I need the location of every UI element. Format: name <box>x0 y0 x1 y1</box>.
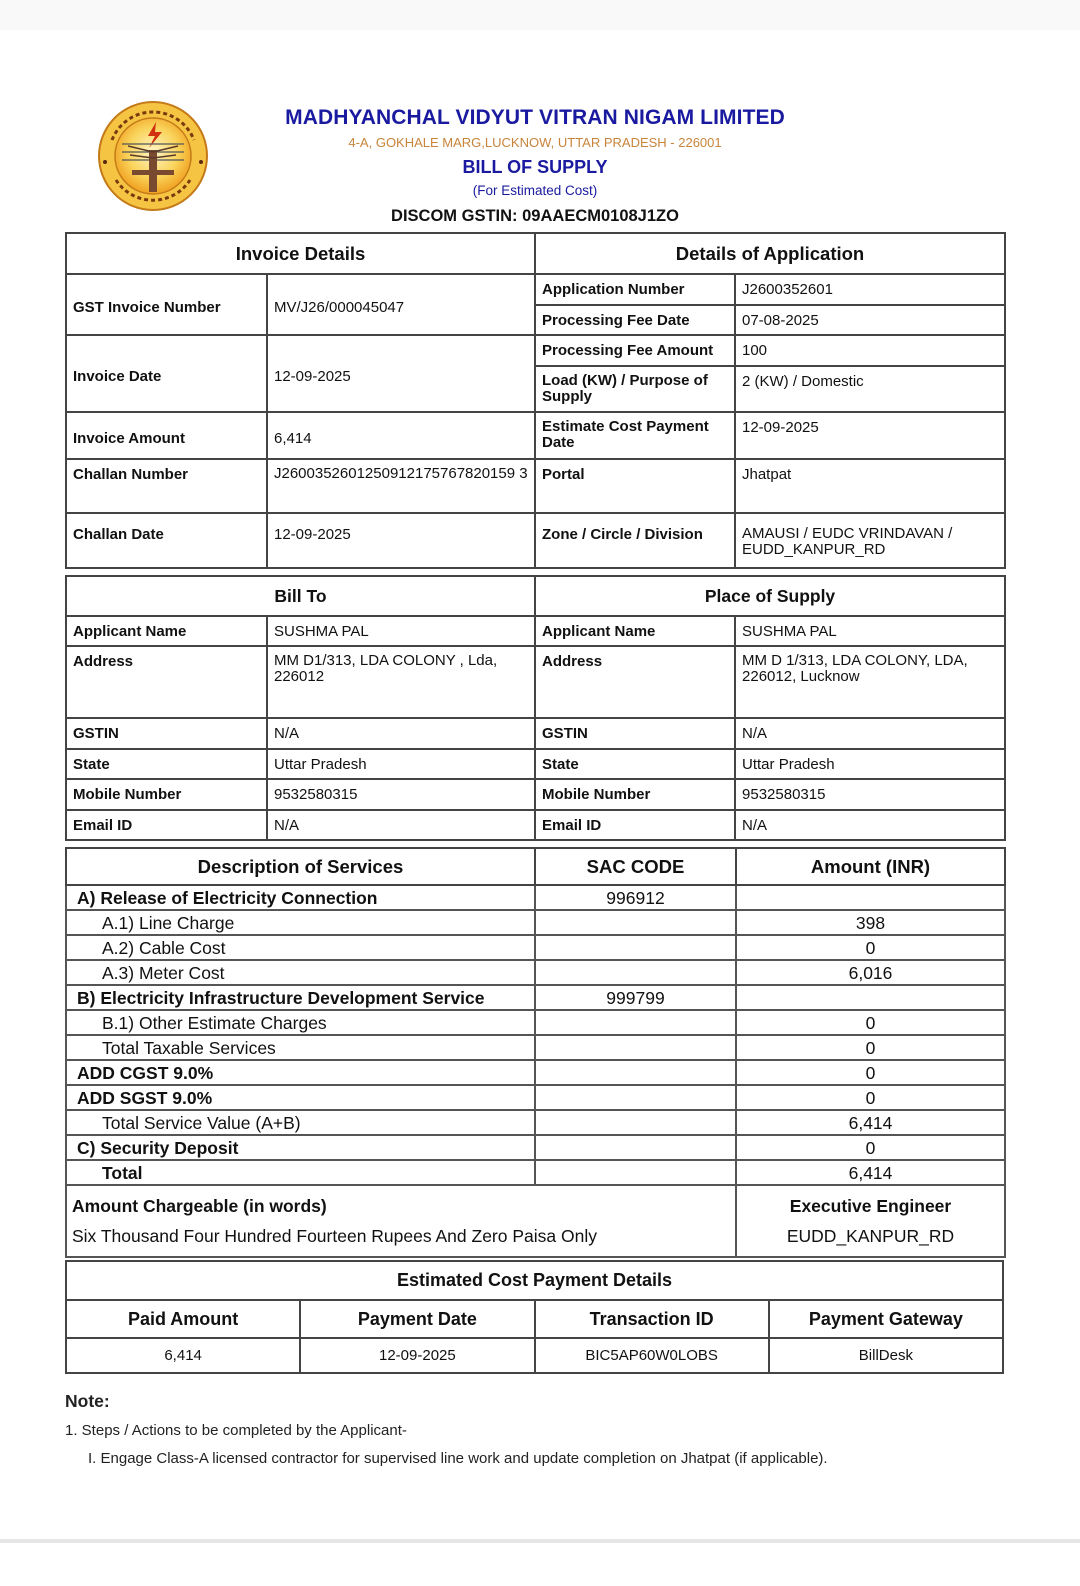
pos-gstin-label: GSTIN <box>535 718 735 749</box>
service-sac-code <box>535 910 736 935</box>
service-description: B) Electricity Infrastructure Development Service <box>66 985 535 1010</box>
service-sac-code <box>535 960 736 985</box>
service-amount: 6,414 <box>736 1160 1005 1185</box>
payment-details-heading: Estimated Cost Payment Details <box>66 1261 1003 1300</box>
service-row <box>66 885 1005 910</box>
place-of-supply-heading: Place of Supply <box>535 576 1005 616</box>
pos-email-value: N/A <box>735 810 1005 840</box>
service-row <box>66 1035 1005 1060</box>
zone-circle-division-value: AMAUSI / EUDC VRINDAVAN / EUDD_KANPUR_RD <box>735 513 1005 568</box>
pos-mobile-label: Mobile Number <box>535 779 735 810</box>
amount-in-words-title: Amount Chargeable (in words) <box>72 1196 327 1216</box>
portal-value: Jhatpat <box>735 459 1005 513</box>
signatory-title: Executive Engineer <box>789 1196 952 1216</box>
service-row <box>66 960 1005 985</box>
payment-details-table <box>65 1260 1004 1374</box>
pos-name-value: SUSHMA PAL <box>735 616 1005 646</box>
service-description: ADD SGST 9.0% <box>66 1085 535 1110</box>
services-sac-header: SAC CODE <box>535 848 736 885</box>
bill-to-state-label: State <box>66 749 267 779</box>
top-strip <box>0 0 1080 30</box>
service-sac-code <box>535 1135 736 1160</box>
processing-fee-amount-label: Processing Fee Amount <box>535 335 735 366</box>
bill-to-name-value: SUSHMA PAL <box>267 616 535 646</box>
amount-in-words-text: Six Thousand Four Hundred Fourteen Rupees And Zero Paisa Only <box>72 1226 597 1246</box>
invoice-amount-value: 6,414 <box>267 412 535 459</box>
bill-to-heading: Bill To <box>66 576 535 616</box>
service-description: C) Security Deposit <box>66 1135 535 1160</box>
processing-fee-date-value: 07-08-2025 <box>735 305 1005 335</box>
paid-amount-value: 6,414 <box>66 1338 300 1373</box>
services-table <box>65 847 1006 1258</box>
service-sac-code <box>535 1060 736 1085</box>
signatory-division: EUDD_KANPUR_RD <box>786 1226 955 1246</box>
estimate-payment-date-label: Estimate Cost Payment Date <box>535 412 735 459</box>
service-row <box>66 1135 1005 1160</box>
pos-name-label: Applicant Name <box>535 616 735 646</box>
processing-fee-date-label: Processing Fee Date <box>535 305 735 335</box>
document-title: BILL OF SUPPLY <box>462 157 608 177</box>
service-sac-code <box>535 1035 736 1060</box>
bill-to-email-label: Email ID <box>66 810 267 840</box>
service-row <box>66 1010 1005 1035</box>
service-amount: 0 <box>736 1135 1005 1160</box>
challan-number-value: J2600352601250912175767820159 3 <box>267 459 535 513</box>
service-amount: 398 <box>736 910 1005 935</box>
service-amount: 0 <box>736 1085 1005 1110</box>
service-description: A.3) Meter Cost <box>66 960 535 985</box>
service-amount <box>736 885 1005 910</box>
service-description: A.1) Line Charge <box>66 910 535 935</box>
service-description: Total <box>66 1160 535 1185</box>
load-purpose-label: Load (KW) / Purpose of Supply <box>535 366 735 412</box>
invoice-details-heading: Invoice Details <box>66 233 535 274</box>
bill-to-mobile-value: 9532580315 <box>267 779 535 810</box>
service-row <box>66 1085 1005 1110</box>
service-sac-code <box>535 1160 736 1185</box>
service-amount: 0 <box>736 935 1005 960</box>
bill-to-gstin-label: GSTIN <box>66 718 267 749</box>
service-row <box>66 985 1005 1010</box>
transaction-id-header: Transaction ID <box>535 1300 769 1338</box>
pos-state-value: Uttar Pradesh <box>735 749 1005 779</box>
payment-gateway-value: BillDesk <box>769 1338 1003 1373</box>
service-row <box>66 1060 1005 1085</box>
note-title: Note: <box>65 1391 110 1411</box>
service-sac-code: 996912 <box>535 885 736 910</box>
discom-gstin: DISCOM GSTIN: 09AAECM0108J1ZO <box>391 207 679 225</box>
services-rows <box>66 885 1005 1185</box>
service-description: Total Taxable Services <box>66 1035 535 1060</box>
pos-address-label: Address <box>535 646 735 718</box>
invoice-date-value: 12-09-2025 <box>267 335 535 412</box>
amount-in-words-cell <box>66 1185 736 1257</box>
pos-gstin-value: N/A <box>735 718 1005 749</box>
pos-mobile-value: 9532580315 <box>735 779 1005 810</box>
service-description: ADD CGST 9.0% <box>66 1060 535 1085</box>
challan-date-label: Challan Date <box>66 513 267 568</box>
service-description: B.1) Other Estimate Charges <box>66 1010 535 1035</box>
pos-email-label: Email ID <box>535 810 735 840</box>
company-name: MADHYANCHAL VIDYUT VITRAN NIGAM LIMITED <box>285 106 785 129</box>
bill-to-email-value: N/A <box>267 810 535 840</box>
load-purpose-value: 2 (KW) / Domestic <box>735 366 1005 412</box>
paid-amount-header: Paid Amount <box>66 1300 300 1338</box>
application-number-label: Application Number <box>535 274 735 305</box>
invoice-application-table <box>65 232 1006 569</box>
bill-to-address-label: Address <box>66 646 267 718</box>
transaction-id-value: BIC5AP60W0LOBS <box>535 1338 769 1373</box>
payment-date-value: 12-09-2025 <box>300 1338 534 1373</box>
service-amount: 0 <box>736 1010 1005 1035</box>
bill-to-state-value: Uttar Pradesh <box>267 749 535 779</box>
service-sac-code: 999799 <box>535 985 736 1010</box>
payment-gateway-header: Payment Gateway <box>769 1300 1003 1338</box>
service-amount: 6,016 <box>736 960 1005 985</box>
service-description: A) Release of Electricity Connection <box>66 885 535 910</box>
gst-invoice-number-label: GST Invoice Number <box>66 274 267 335</box>
page-separator <box>0 1539 1080 1543</box>
service-sac-code <box>535 1110 736 1135</box>
service-amount: 0 <box>736 1060 1005 1085</box>
service-sac-code <box>535 935 736 960</box>
invoice-date-label: Invoice Date <box>66 335 267 412</box>
bill-to-mobile-label: Mobile Number <box>66 779 267 810</box>
services-description-header: Description of Services <box>66 848 535 885</box>
service-sac-code <box>535 1085 736 1110</box>
service-description: Total Service Value (A+B) <box>66 1110 535 1135</box>
payment-date-header: Payment Date <box>300 1300 534 1338</box>
zone-circle-division-label: Zone / Circle / Division <box>535 513 735 568</box>
service-row <box>66 1110 1005 1135</box>
service-amount: 0 <box>736 1035 1005 1060</box>
pos-state-label: State <box>535 749 735 779</box>
estimate-payment-date-value: 12-09-2025 <box>735 412 1005 459</box>
bill-to-name-label: Applicant Name <box>66 616 267 646</box>
company-address: 4-A, GOKHALE MARG,LUCKNOW, UTTAR PRADESH - 226001 <box>348 135 722 150</box>
note-item: I. Engage Class-A licensed contractor for supervised line work and update completion on Jhatpat (if applicable). <box>88 1450 828 1467</box>
service-row <box>66 1160 1005 1185</box>
challan-date-value: 12-09-2025 <box>267 513 535 568</box>
service-row <box>66 935 1005 960</box>
gst-invoice-number-value: MV/J26/000045047 <box>267 274 535 335</box>
bill-to-gstin-value: N/A <box>267 718 535 749</box>
portal-label: Portal <box>535 459 735 513</box>
service-sac-code <box>535 1010 736 1035</box>
service-row <box>66 910 1005 935</box>
application-details-heading: Details of Application <box>535 233 1005 274</box>
application-number-value: J2600352601 <box>735 274 1005 305</box>
service-description: A.2) Cable Cost <box>66 935 535 960</box>
service-amount <box>736 985 1005 1010</box>
bill-to-address-value: MM D1/313, LDA COLONY , Lda, 226012 <box>267 646 535 718</box>
invoice-amount-label: Invoice Amount <box>66 412 267 459</box>
note-step: 1. Steps / Actions to be completed by the Applicant- <box>65 1422 407 1439</box>
pos-address-value: MM D 1/313, LDA COLONY, LDA, 226012, Lucknow <box>735 646 1005 718</box>
document-subtitle: (For Estimated Cost) <box>472 183 598 198</box>
signatory-cell <box>736 1185 1005 1257</box>
bill-to-place-of-supply-table <box>65 575 1006 841</box>
services-amount-header: Amount (INR) <box>736 848 1005 885</box>
challan-number-label: Challan Number <box>66 459 267 513</box>
mvvnl-emblem-icon <box>92 100 214 212</box>
processing-fee-amount-value: 100 <box>735 335 1005 366</box>
service-amount: 6,414 <box>736 1110 1005 1135</box>
